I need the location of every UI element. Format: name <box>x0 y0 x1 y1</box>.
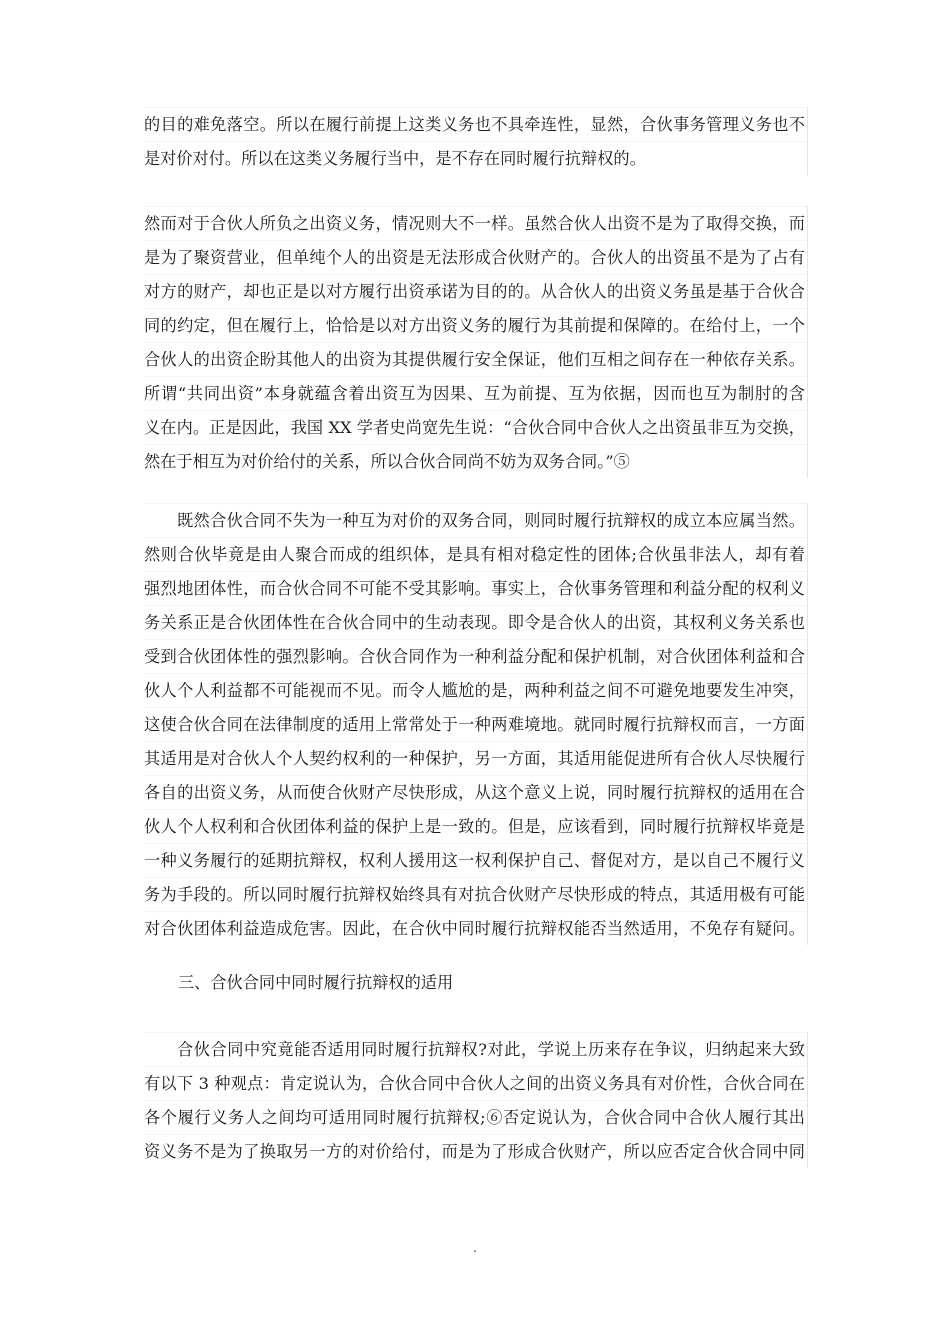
text-line: 对合伙团体利益造成危害。因此，在合伙中同时履行抗辩权能否当然适用，不免存有疑问。 <box>144 911 808 945</box>
text-line: 然而对于合伙人所负之出资义务，情况则大不一样。虽然合伙人出资不是为了取得交换，而 <box>144 206 808 240</box>
text-line: 务为手段的。所以同时履行抗辩权始终具有对抗合伙财产尽快形成的特点，其适用极有可能 <box>144 877 808 911</box>
text-line: 对方的财产，却也正是以对方履行出资承诺为目的的。从合伙人的出资义务虽是基于合伙合 <box>144 274 808 308</box>
paragraph-3 <box>144 503 808 945</box>
text-line: 义在内。正是因此，我国 XX 学者史尚宽先生说：“合伙合同中合伙人之出资虽非互为交换， <box>144 410 808 444</box>
text-line: 有以下 3 种观点：肯定说认为，合伙合同中合伙人之间的出资义务具有对价性，合伙合同在 <box>144 1066 808 1100</box>
text-line: 合伙人的出资企盼其他人的出资为其提供履行安全保证，他们互相之间存在一种依存关系。 <box>144 342 808 376</box>
text-line: 强烈地团体性，而合伙合同不可能不受其影响。事实上，合伙事务管理和利益分配的权利义 <box>144 571 808 605</box>
text-line: 资义务不是为了换取另一方的对价给付，而是为了形成合伙财产，所以应否定合伙合同中同 <box>144 1134 808 1168</box>
paragraph-1 <box>144 107 808 175</box>
text-line: 受到合伙团体性的强烈影响。合伙合同作为一种利益分配和保护机制，对合伙团体利益和合 <box>144 639 808 673</box>
text-line: 的目的难免落空。所以在履行前提上这类义务也不具牵连性，显然，合伙事务管理义务也不 <box>144 107 808 141</box>
paragraph-2 <box>144 206 808 478</box>
text-line: 是为了聚资营业，但单纯个人的出资是无法形成合伙财产的。合伙人的出资虽不是为了占有 <box>144 240 808 274</box>
section-heading: 三、合伙合同中同时履行抗辩权的适用 <box>178 973 454 992</box>
text-line: 同的约定，但在履行上，恰恰是以对方出资义务的履行为其前提和保障的。在给付上，一个 <box>144 308 808 342</box>
text-line: 各个履行义务人之间均可适用同时履行抗辩权;⑥否定说认为，合伙合同中合伙人履行其出 <box>144 1100 808 1134</box>
text-line: 各自的出资义务，从而使合伙财产尽快形成，从这个意义上说，同时履行抗辩权的适用在合 <box>144 775 808 809</box>
text-line: 既然合伙合同不失为一种互为对价的双务合同，则同时履行抗辩权的成立本应属当然。 <box>144 503 808 537</box>
text-line: 伙人个人利益都不可能视而不见。而令人尴尬的是，两种利益之间不可避免地要发生冲突， <box>144 673 808 707</box>
text-line: 一种义务履行的延期抗辩权，权利人援用这一权利保护自己、督促对方，是以自己不履行义 <box>144 843 808 877</box>
text-line: 伙人个人权利和合伙团体利益的保护上是一致的。但是，应该看到，同时履行抗辩权毕竟是 <box>144 809 808 843</box>
text-line: 其适用是对合伙人个人契约权利的一种保护，另一方面，其适用能促进所有合伙人尽快履行 <box>144 741 808 775</box>
text-line: 务关系正是合伙团体性在合伙合同中的生动表现。即令是合伙人的出资，其权利义务关系也 <box>144 605 808 639</box>
text-line: 这使合伙合同在法律制度的适用上常常处于一种两难境地。就同时履行抗辩权而言，一方面 <box>144 707 808 741</box>
text-line: 然则合伙毕竟是由人聚合而成的组织体，是具有相对稳定性的团体;合伙虽非法人，却有着 <box>144 537 808 571</box>
text-line: 然在于相互为对价给付的关系，所以合伙合同尚不妨为双务合同。”⑤ <box>144 444 808 478</box>
text-line: 合伙合同中究竟能否适用同时履行抗辩权?对此，学说上历来存在争议，归纳起来大致 <box>144 1032 808 1066</box>
paragraph-4 <box>144 1032 808 1168</box>
page-footer-mark: . <box>473 1241 477 1255</box>
text-line: 所谓“共同出资”本身就蕴含着出资互为因果、互为前提、互为依据，因而也互为制肘的含 <box>144 376 808 410</box>
text-line: 是对价对付。所以在这类义务履行当中，是不存在同时履行抗辩权的。 <box>144 141 808 175</box>
